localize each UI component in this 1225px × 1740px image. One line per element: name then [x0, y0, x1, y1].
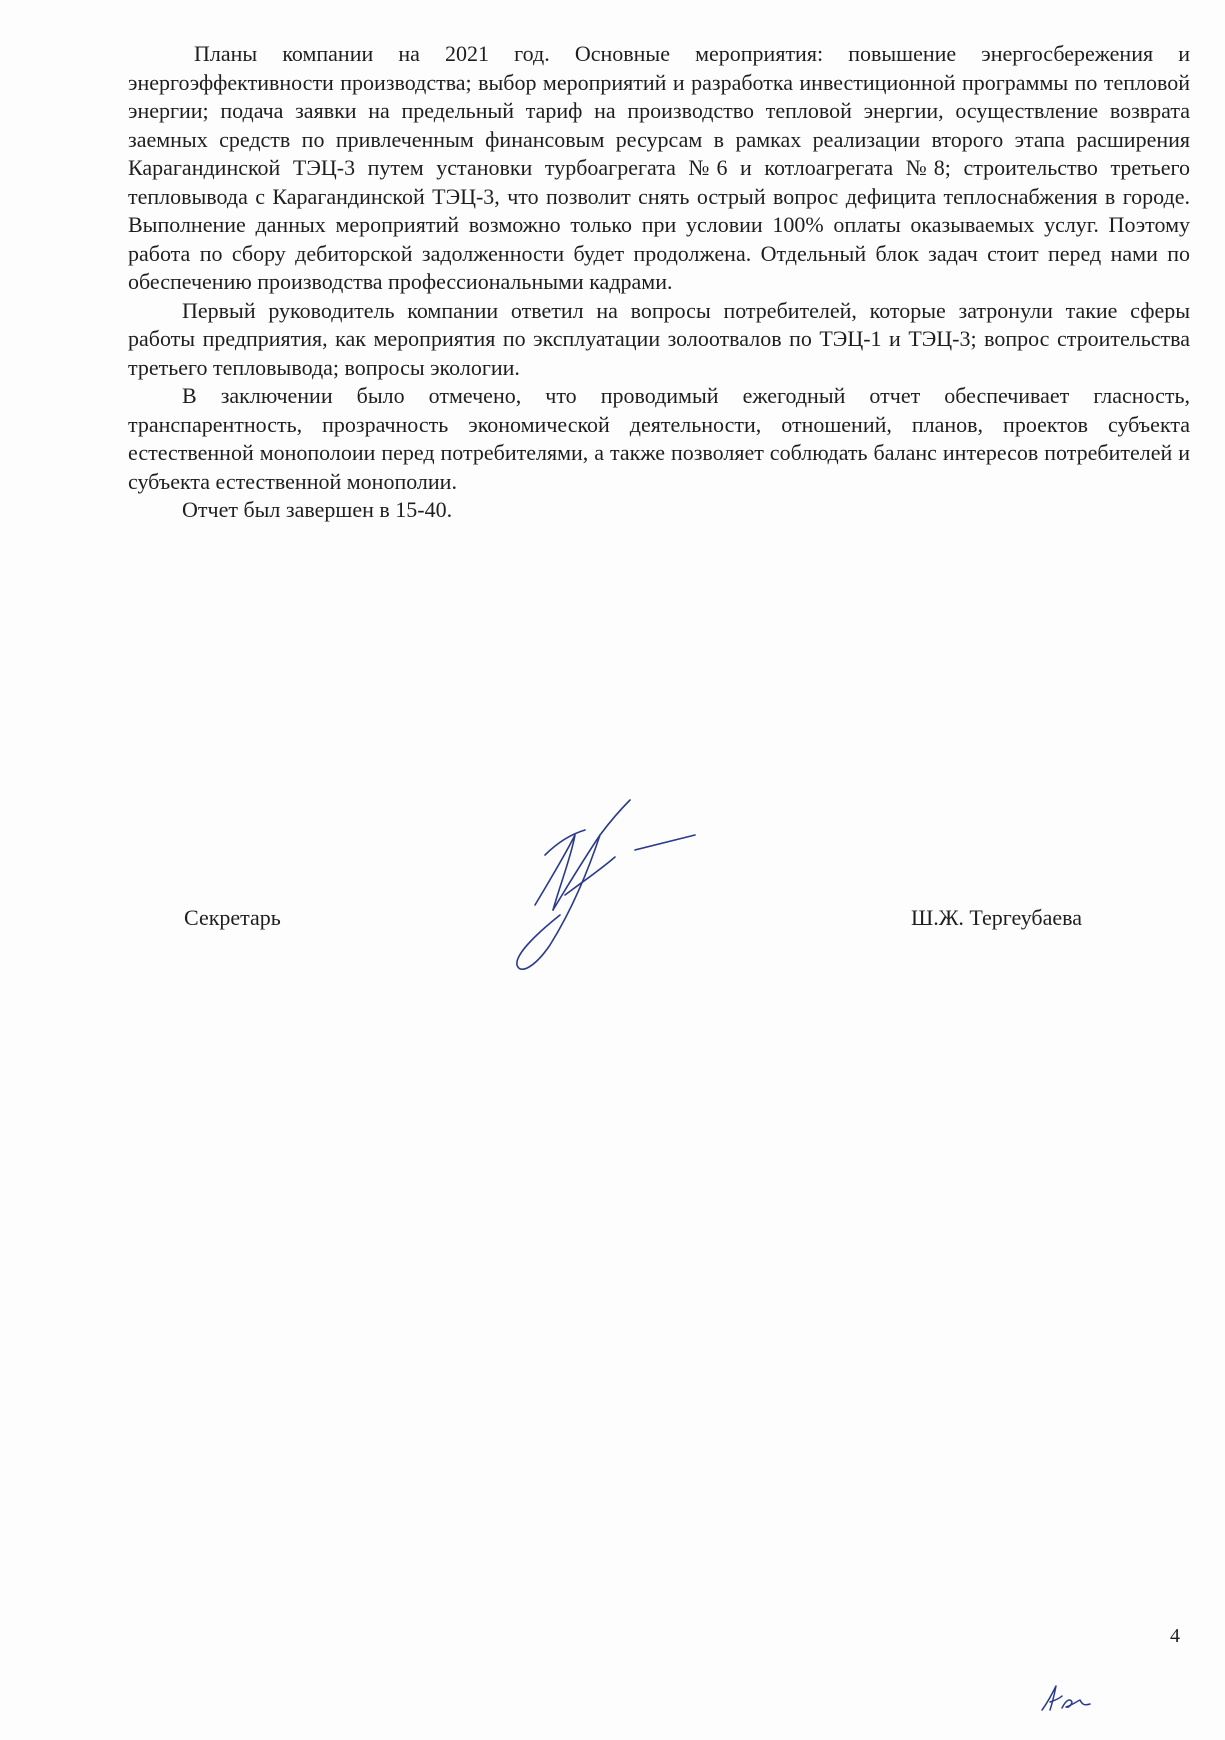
- page-number: 4: [1170, 1625, 1180, 1647]
- handwritten-initials: [1038, 1680, 1098, 1716]
- handwritten-signature: [505, 795, 755, 975]
- signatory-role: Секретарь: [184, 905, 281, 930]
- paragraph-plans: Планы компании на 2021 год. Основные мероприятия: повышение энергосбережения и энергоэффективности производства; выбор мероприятий и разработка инвестиционной программы по тепловой энергии; подача заявки на предельный тариф на производство тепловой энергии, осуществление возврата заемных средств по привлеченным финансовым ресурсам в рамках реализации второго этапа расширения Карагандинской ТЭЦ-3 путем установки турбоагрегата №6 и котлоагрегата №8; строительство третьего тепловывода с Карагандинской ТЭЦ-3, что позволит снять острый вопрос дефицита теплоснабжения в городе. Выполнение данных мероприятий возможно только при условии 100% оплаты оказываемых услуг. Поэтому работа по сбору дебиторской задолженности будет продолжена. Отдельный блок задач стоит перед нами по обеспечению производства профессиональными кадрами.: [128, 41, 1190, 294]
- paragraph-conclusion: В заключении было отмечено, что проводимый ежегодный отчет обеспечивает гласность, транспарентность, прозрачность экономической деятельности, отношений, планов, проектов субъекта естественной монополоии перед потребителями, а также позволяет соблюдать баланс интересов потребителей и субъекта естественной монополии.: [128, 383, 1190, 494]
- paragraph-questions: Первый руководитель компании ответил на вопросы потребителей, которые затронули такие сферы работы предприятия, как мероприятия по эксплуатации золоотвалов по ТЭЦ-1 и ТЭЦ-3; вопрос строительства третьего тепловывода; вопросы экологии.: [128, 297, 1190, 380]
- paragraph-end-time: Отчет был завершен в 15-40.: [182, 497, 453, 522]
- document-body: [128, 40, 1190, 525]
- signatory-name: Ш.Ж. Тергеубаева: [911, 905, 1083, 930]
